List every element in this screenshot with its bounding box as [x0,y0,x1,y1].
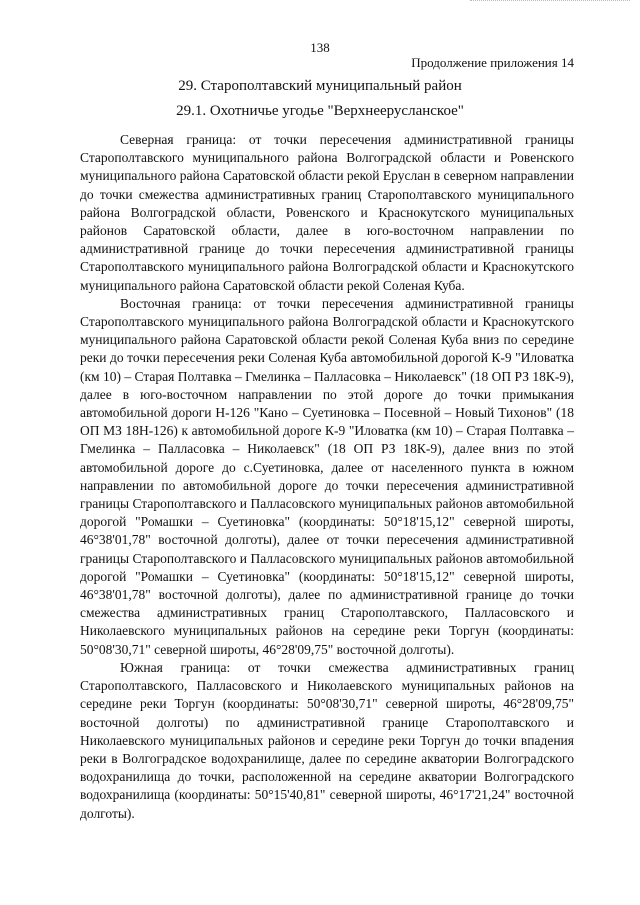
section-title: 29. Старополтавский муниципальный район [178,78,462,94]
page-number: 138 [310,40,330,55]
paragraph-southern-border: Южная граница: от точки смежества административных границ Старополтавского, Палласовского и Николаевского муниципальных районов на середине реки Торгун (координаты: 50°08'30,71" северной широты, 46°28'09,75" восточной долготы) по административной границе Старополтавского и Николаевского муниципальных районов и середине реки Торгун до точки впадения реки в Волгоградское водохранилище, далее по середине акватории Волгоградского водохранилища до точки, расположенной на середине акватории Волгоградского водохранилища (координаты: 50°15'40,81" северной широты, 46°17'21,24" восточной долготы). [80,659,574,821]
paragraph-eastern-border: Восточная граница: от точки пересечения административной границы Старополтавского муниципального района Волгоградской области и Краснокутского муниципального района Саратовской области рекой Соленая Куба вниз по середине реки до точки пересечения реки Соленая Куба автомобильной дорогой К-9 "Иловатка (км 10) – Старая Полтавка – Гмелинка – Палласовка – Николаевск" (18 ОП РЗ 18К-9), далее в юго-восточном направлении по этой дороге до точки примыкания автомобильной дороги Н-126 "Кано – Суетиновка – Посевной – Новый Тихонов" (18 ОП МЗ 18Н-126) к автомобильной дороге К-9 "Иловатка (км 10) – Старая Полтавка – Гмелинка – Палласовка – Николаевск" (18 ОП РЗ 18К-9), далее вниз по этой автомобильной дороге до с.Суетиновка, далее от населенного пункта в южном направлении по автомобильной дороге до точки пересечения административной границы Старополтавского и Палласовского муниципальных районов автомобильной дорогой "Ромашки – Суетиновка" (координаты: 50°18'15,12" северной широты, 46°38'01,78" восточной долготы), далее от точки пересечения административной границы Старополтавского и Палласовского муниципальных районов автомобильной дорогой "Ромашки – Суетиновка" (координаты: 50°18'15,12" северной широты, 46°38'01,78" восточной долготы), далее по административной границе до точки смежества административных границ Старополтавского, Палласовского и Николаевского муниципальных районов на середине реки Торгун (координаты: 50°08'30,71" северной широты, 46°28'09,75" восточной долготы). [80,295,574,657]
appendix-continuation-note: Продолжение приложения 14 [411,55,574,70]
paragraph-northern-border: Северная граница: от точки пересечения административной границы Старополтавского муниципального района Волгоградской области и Ровенского муниципального района Саратовской области рекой Еруслан в северном направлении до точки смежества административных границ Старополтавского муниципального района Волгоградской области, Ровенского и Краснокутского муниципальных районов Саратовской области, далее в юго-восточном направлении по административной границе до точки пересечения административной границы Старополтавского муниципального района Волгоградской области и Краснокутского муниципального района Саратовской области рекой Соленая Куба. [80,132,574,293]
document-body [80,131,574,823]
scan-edge-mark [470,0,630,3]
subsection-title: 29.1. Охотничье угодье "Верхнеерусланское" [176,103,464,119]
